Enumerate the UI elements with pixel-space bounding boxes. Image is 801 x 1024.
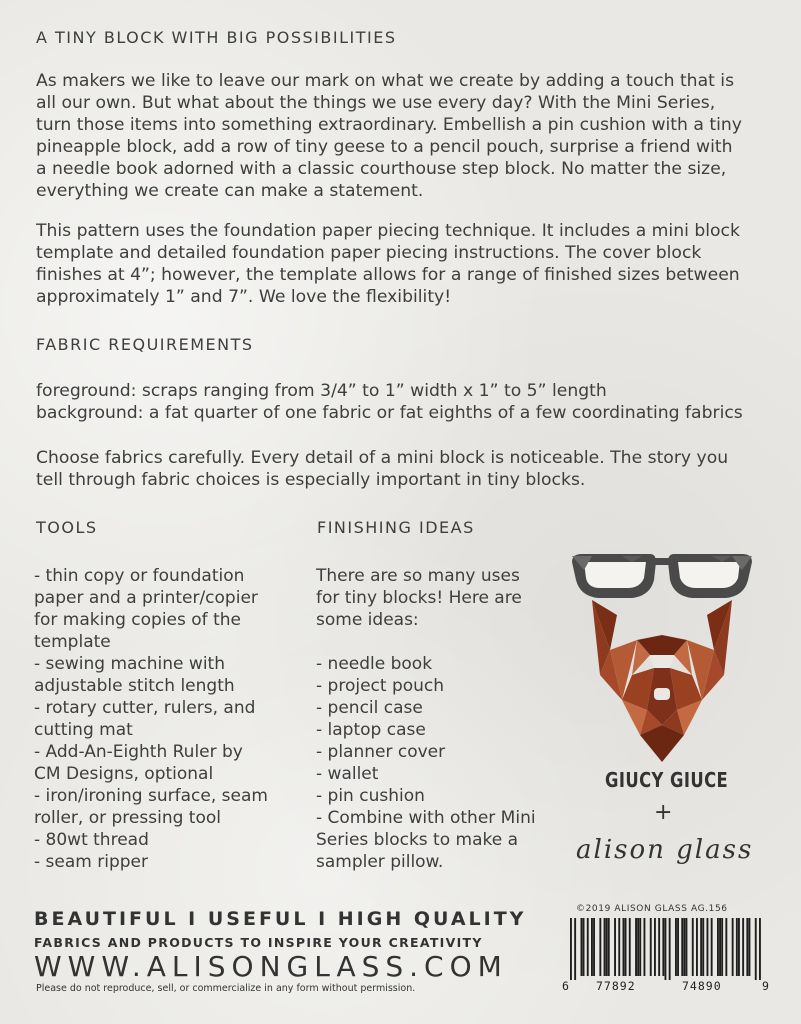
list-item: - seam ripper	[34, 852, 148, 872]
barcode-bar	[583, 918, 585, 976]
footer-tagline: BEAUTIFUL I USEFUL I HIGH QUALITY	[34, 908, 527, 930]
barcode-icon	[566, 916, 766, 980]
text-line: Choose fabrics carefully. Every detail of a mini block is noticeable. The story you	[36, 448, 729, 468]
list-item: - rotary cutter, rulers, and	[34, 698, 256, 718]
barcode-bar	[683, 918, 685, 976]
copyright-notice: ©2019 ALISON GLASS AG.156	[576, 904, 728, 914]
list-item: some ideas:	[316, 610, 419, 630]
section-heading-fabric: FABRIC REQUIREMENTS	[36, 335, 254, 354]
footer-subtagline: FABRICS AND PRODUCTS TO INSPIRE YOUR CREATIVITY	[34, 935, 483, 950]
barcode-bar	[732, 918, 734, 976]
barcode-bar	[746, 918, 748, 976]
barcode-bar	[717, 918, 719, 976]
barcode-bar	[625, 918, 627, 976]
text-line: approximately 1” and 7”. We love the flexibility!	[36, 287, 452, 307]
barcode-bar	[742, 918, 744, 976]
text-line: all our own. But what about the things we use every day? With the Mini Series,	[36, 93, 716, 113]
barcode-bar	[618, 918, 620, 976]
barcode-bar	[736, 918, 738, 976]
barcode-bar	[749, 918, 751, 976]
barcode-bar	[721, 918, 723, 976]
barcode-bar	[725, 918, 727, 976]
barcode-bar	[623, 918, 625, 976]
list-item: Series blocks to make a	[316, 830, 519, 850]
text-line: This pattern uses the foundation paper piecing technique. It includes a mini block	[36, 221, 740, 241]
list-item: cutting mat	[34, 720, 133, 740]
barcode-bar	[755, 918, 757, 980]
barcode-bar	[593, 918, 595, 976]
barcode-bar	[608, 918, 610, 976]
barcode-bar	[711, 918, 713, 976]
barcode-bar	[587, 918, 589, 976]
text-line: tell through fabric choices is especially important in tiny blocks.	[36, 470, 586, 490]
barcode-bar	[707, 918, 709, 976]
barcode-bar	[669, 918, 671, 980]
text-line: template and detailed foundation paper piecing instructions. The cover block	[36, 243, 702, 263]
barcode-bar	[581, 918, 583, 976]
barcode-bar	[719, 918, 721, 976]
barcode-bar	[591, 918, 593, 976]
partner-logo-text: alison glass	[576, 835, 754, 865]
text-line: As makers we like to leave our mark on what we create by adding a touch that is	[36, 71, 735, 91]
barcode-bar	[599, 918, 601, 976]
pattern-paragraph	[36, 220, 776, 308]
list-item	[316, 631, 556, 653]
list-item: roller, or pressing tool	[34, 808, 221, 828]
barcode-bar	[675, 918, 677, 976]
barcode-bar	[606, 918, 608, 976]
section-heading-finishing: FINISHING IDEAS	[317, 518, 475, 537]
barcode-bar	[650, 918, 652, 976]
list-item: - project pouch	[316, 676, 445, 696]
list-item: - pin cushion	[316, 786, 425, 806]
barcode-bar	[692, 918, 694, 976]
footer-disclaimer: Please do not reproduce, sell, or commercialize in any form without permission.	[36, 983, 416, 994]
barcode-bar	[662, 918, 664, 976]
brand-plus-sign: +	[654, 800, 673, 825]
text-line: background: a fat quarter of one fabric or fat eighths of a few coordinating fabrics	[36, 403, 743, 423]
barcode-bar	[654, 918, 656, 976]
glasses-icon	[572, 554, 752, 598]
barcode-bar	[639, 918, 641, 976]
list-item: - laptop case	[316, 720, 426, 740]
list-item: adjustable stitch length	[34, 676, 235, 696]
list-item: - iron/ironing surface, seam	[34, 786, 268, 806]
barcode-bar	[700, 918, 702, 976]
section-heading-tools: TOOLS	[36, 518, 98, 537]
list-item: - planner cover	[316, 742, 446, 762]
bearded-man-logo-icon	[562, 540, 762, 770]
list-item: - sewing machine with	[34, 654, 225, 674]
list-item: CM Designs, optional	[34, 764, 214, 784]
list-item: There are so many uses	[316, 566, 520, 586]
barcode-bar	[686, 918, 688, 976]
text-line: turn those items into something extraordinary. Embellish a pin cushion with a tiny	[36, 115, 742, 135]
barcode-bar	[574, 918, 576, 980]
list-item: paper and a printer/copier	[34, 588, 258, 608]
list-item: sampler pillow.	[316, 852, 444, 872]
text-line: foreground: scraps ranging from 3/4” to 1” width x 1” to 5” length	[36, 381, 607, 401]
barcode-bar	[681, 918, 683, 976]
list-item: - 80wt thread	[34, 830, 149, 850]
text-line: a needle book adorned with a classic courthouse step block. No matter the size,	[36, 159, 727, 179]
fabric-requirements	[36, 380, 776, 424]
barcode-bar	[738, 918, 740, 976]
tools-list	[34, 565, 309, 873]
barcode-bar	[702, 918, 704, 976]
section-heading-tiny-block: A TINY BLOCK WITH BIG POSSIBILITIES	[36, 28, 397, 47]
list-item: template	[34, 632, 111, 652]
list-item: for making copies of the	[34, 610, 241, 630]
list-item: for tiny blocks! Here are	[316, 588, 522, 608]
barcode-bar	[604, 918, 606, 976]
barcode-bar	[637, 918, 639, 976]
barcode-bar	[644, 918, 646, 976]
list-item: - Combine with other Mini	[316, 808, 536, 828]
footer-website[interactable]: WWW.ALISONGLASS.COM	[34, 950, 508, 983]
fabric-advice	[36, 447, 776, 491]
barcode-bar	[677, 918, 679, 976]
barcode-bar	[629, 918, 631, 976]
list-item: - Add-An-Eighth Ruler by	[34, 742, 243, 762]
beard-icon	[592, 600, 732, 762]
barcode-digit: 74890	[682, 979, 722, 993]
barcode-bar	[570, 918, 572, 980]
barcode-bar	[759, 918, 761, 980]
list-item: - pencil case	[316, 698, 423, 718]
list-item: - wallet	[316, 764, 379, 784]
text-line: pineapple block, add a row of tiny geese to a pencil pouch, surprise a friend with	[36, 137, 733, 157]
text-line: finishes at 4”; however, the template allows for a range of finished sizes between	[36, 265, 740, 285]
barcode-bar	[658, 918, 660, 976]
barcode-bar	[665, 918, 667, 980]
barcode-digit: 9	[762, 979, 769, 993]
intro-paragraph	[36, 70, 776, 202]
barcode-bar	[614, 918, 616, 976]
text-line: everything we create can make a statement.	[36, 181, 424, 201]
designer-logo-text: GIUCY GIUCE	[605, 768, 729, 792]
list-item: - needle book	[316, 654, 433, 674]
barcode-digit: 6	[562, 979, 569, 993]
barcode-bar	[635, 918, 637, 976]
list-item: - thin copy or foundation	[34, 566, 245, 586]
finishing-list	[316, 565, 556, 873]
barcode-bar	[696, 918, 698, 976]
barcode-digit: 77892	[596, 979, 636, 993]
